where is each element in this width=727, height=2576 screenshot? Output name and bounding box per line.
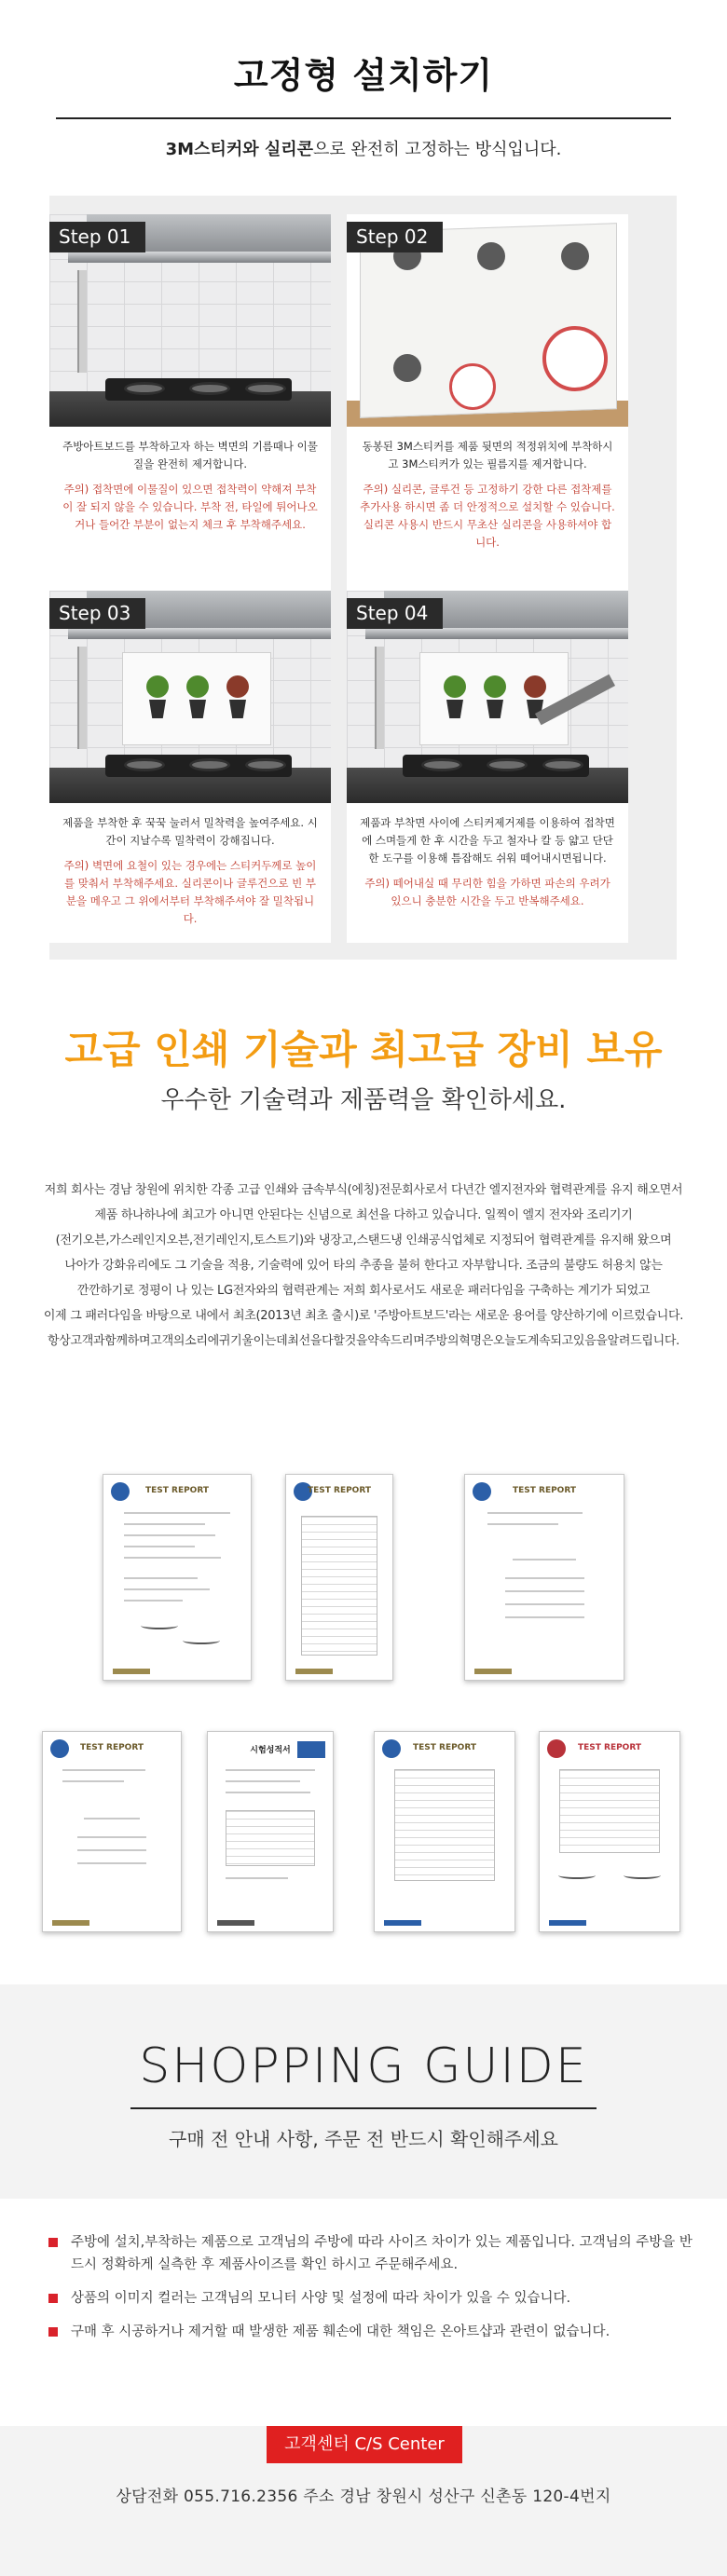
step-03 (49, 591, 331, 943)
step-01-photo (49, 214, 331, 427)
cert-heading: TEST REPORT (512, 1486, 577, 1495)
step-04-artboard (419, 652, 569, 745)
tech-body-line: 깐깐하기로 정평이 나 있는 LG전자와의 협력관계는 저희 회사로서도 새로운 패러다임을 구축하는 계기가 되었고 (76, 1284, 651, 1298)
step-02-warning: 주의) 실리콘, 글루건 등 고정하기 강한 다른 접착제를 추가사용 하시면 좀 더 안정적으로 설치할 수 있습니다. 실리콘 사용시 반드시 무초산 실리콘을 사용하셔야 합니다. (360, 483, 615, 549)
tech-title: 고급 인쇄 기술과 최고급 장비 보유 (64, 1027, 663, 1072)
tech-body-line: 항상고객과함께하며고객의소리에귀기울이는데최선을다할것을약속드리며주방의혁명은오늘도계속되고있음을알려드립니다. (47, 1334, 680, 1348)
certificate-document (103, 1474, 252, 1681)
step-02-tag: Step 02 (347, 222, 443, 252)
step-03-text (49, 803, 331, 943)
certificate-document (207, 1731, 334, 1932)
list-item (47, 2321, 699, 2343)
shopping-guide-subtitle: 구매 전 안내 사항, 주문 전 반드시 확인해주세요 (169, 2128, 558, 2150)
step-04-tag: Step 04 (347, 598, 443, 629)
install-subtitle-bold: 3M스티커와 실리콘 (165, 140, 314, 159)
list-item (47, 2287, 699, 2310)
step-01-text (49, 427, 331, 594)
install-subtitle (0, 136, 727, 160)
cert-heading-kr: 시험성적서 (250, 1746, 291, 1755)
certificate-document (42, 1731, 182, 1932)
install-section (0, 0, 727, 969)
red-square-bullet-icon (48, 2238, 58, 2247)
step-04 (347, 591, 628, 943)
step-02-desc: 동봉된 3M스티커를 제품 뒷면의 적정위치에 부착하시고 3M스티커가 있는 필름지를 제거합니다. (362, 440, 613, 470)
guide-item-text: 구매 후 시공하거나 제거할 때 발생한 제품 훼손에 대한 책임은 온아트샵과 관련이 없습니다. (71, 2324, 610, 2339)
step-03-tag: Step 03 (49, 598, 145, 629)
red-square-bullet-icon (48, 2327, 58, 2337)
list-item (47, 2231, 699, 2276)
cert-heading: TEST REPORT (144, 1486, 210, 1495)
tech-body (32, 1178, 695, 1354)
step-02-text (347, 427, 628, 594)
cs-contact-info: 상담전화 055.716.2356 주소 경남 창원시 성산구 신촌동 120-4번지 (116, 2487, 611, 2506)
step-04-desc: 제품과 부착면 사이에 스티커제거제를 이용하여 접착면에 스며들게 한 후 시간을 두고 철자나 칼 등 얇고 단단한 도구를 이용해 틈잡해도 쉬워 떼어내시면됩니다. (360, 816, 615, 865)
guide-item-text: 주방에 설치,부착하는 제품으로 고객님의 주방에 따라 사이즈 차이가 있는 제품입니다. 고객님의 주방을 반드시 정확하게 실측한 후 제품사이즈를 확인 하시고 주문해주세요. (71, 2235, 693, 2272)
cert-heading: TEST REPORT (577, 1743, 642, 1752)
install-steps-panel (49, 196, 677, 960)
red-square-bullet-icon (48, 2294, 58, 2303)
certificate-document (285, 1474, 393, 1681)
cs-center-badge: 고객센터 C/S Center (267, 2426, 462, 2463)
step-01-desc: 주방아트보드를 부착하고자 하는 벽면의 기름때나 이물질을 완전히 제거합니다. (62, 440, 318, 470)
install-title: 고정형 설치하기 (233, 55, 494, 96)
guide-item-text: 상품의 이미지 컬러는 고객님의 모니터 사양 및 설정에 따라 차이가 있을 수 있습니다. (71, 2291, 571, 2306)
step-02 (347, 214, 628, 594)
certificate-document (464, 1474, 624, 1681)
shopping-guide-list (47, 2231, 699, 2354)
cert-heading: TEST REPORT (79, 1743, 144, 1752)
step-04-text (347, 803, 628, 943)
cert-heading: TEST REPORT (412, 1743, 477, 1752)
install-subtitle-rest: 으로 완전히 고정하는 방식입니다. (313, 140, 562, 159)
tech-body-line: 이제 그 패러다임을 바탕으로 내에서 최초(2013년 최초 출시)로 '주방아트보드'라는 새로운 용어를 양산하기에 이르렀습니다. (43, 1309, 684, 1323)
certificate-document (374, 1731, 515, 1932)
step-03-photo (49, 591, 331, 803)
cert-heading: TEST REPORT (307, 1486, 372, 1495)
tech-body-line: 제품 하나하나에 최고가 아니면 안된다는 신념으로 최선을 다하고 있습니다. 일찍이 엘지 전자와 조리기기 (94, 1208, 633, 1222)
install-divider (56, 117, 671, 119)
certificate-document (539, 1731, 680, 1932)
tech-subtitle: 우수한 기술력과 제품력을 확인하세요. (160, 1086, 567, 1114)
step-02-photo (347, 214, 628, 427)
step-03-warning: 주의) 벽면에 요철이 있는 경우에는 스티커두께로 높이를 맞춰서 부착해주세요. 실리콘이나 글루건으로 빈 부분을 메우고 그 위에서부터 부착해주셔야 잘 밀착됩니다. (63, 859, 317, 925)
shopping-guide-divider (130, 2107, 597, 2109)
step-01-warning: 주의) 접착면에 이물질이 있으면 접착력이 약해져 부착이 잘 되지 않을 수 있습니다. 부착 전, 타일에 튀어나오거나 들어간 부분이 없는지 체크 후 부착해주세요. (62, 483, 318, 531)
tech-body-line: (전기오븐,가스레인지오븐,전기레인지,토스트기)와 냉장고,스탠드냉 인쇄공식업체로 지정되어 협력관계를 유지해 왔으며 (55, 1233, 672, 1247)
tech-body-line: 저희 회사는 경남 창원에 위치한 각종 고급 인쇄와 금속부식(에칭)전문회사로서 다년간 엘지전자와 협력관계를 유지 해오면서 (44, 1183, 683, 1197)
step-04-photo (347, 591, 628, 803)
step-04-warning: 주의) 떼어내실 때 무리한 힘을 가하면 파손의 우려가 있으니 충분한 시간을 두고 반복해주세요. (364, 877, 610, 907)
step-01-tag: Step 01 (49, 222, 145, 252)
step-03-artboard (122, 652, 271, 745)
step-01 (49, 214, 331, 594)
shopping-guide-title: SHOPPING GUIDE (139, 2038, 588, 2094)
tech-body-line: 나아가 강화유리에도 그 기술을 적용, 기술력에 있어 타의 추종을 불허 한다고 자부합니다. 조금의 불량도 허용치 않는 (64, 1259, 663, 1273)
step-03-desc: 제품을 부착한 후 꾹꾹 눌러서 밀착력을 높여주세요. 시간이 지날수록 밀착력이 강해집니다. (62, 816, 318, 847)
